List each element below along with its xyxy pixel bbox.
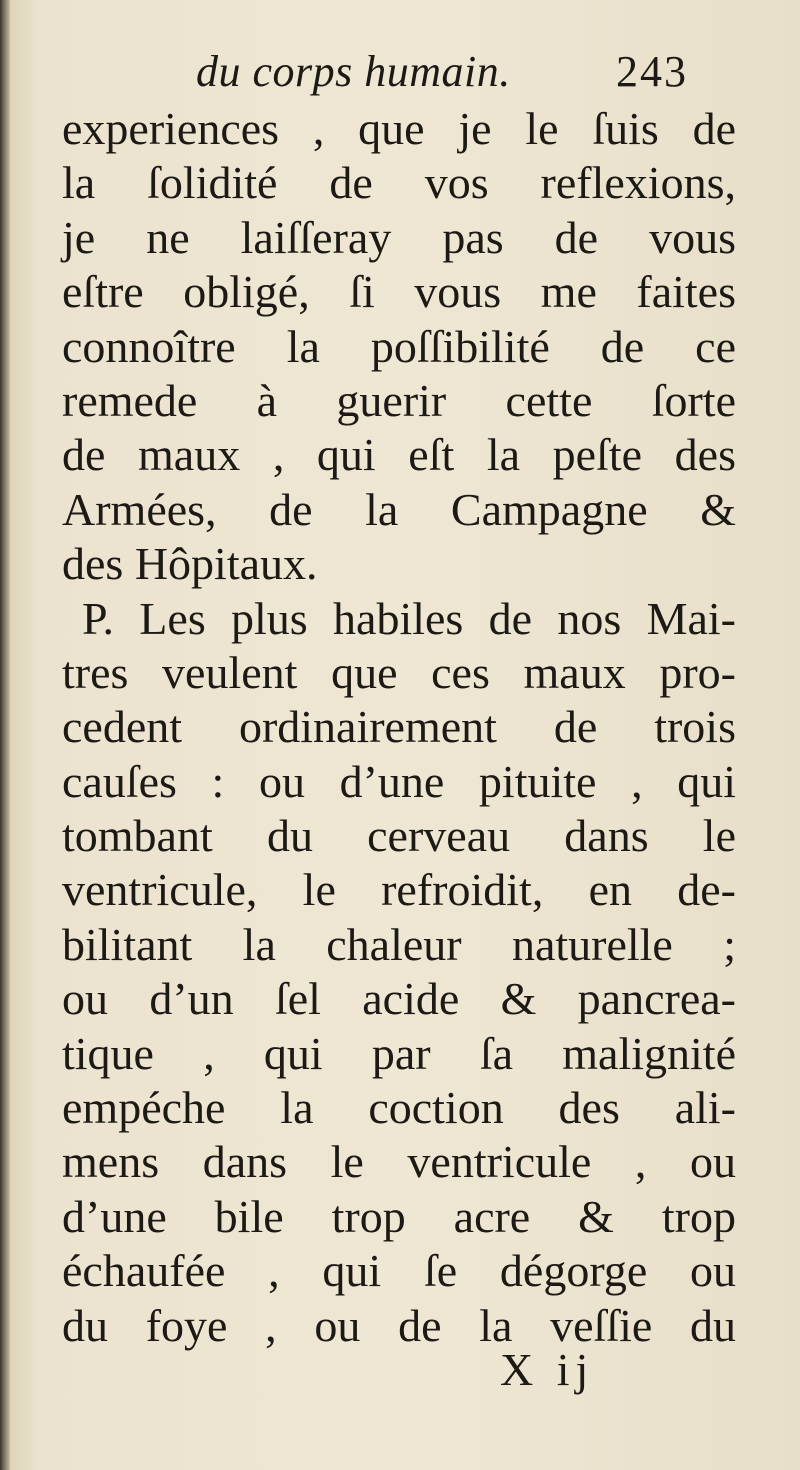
running-title: du corps humain.: [196, 47, 511, 96]
body-text: [62, 102, 736, 1353]
text-line: d’une bile trop acre & trop: [62, 1190, 736, 1242]
text-line: connoître la poſſibilité de ce: [62, 320, 736, 372]
text-line: de maux , qui eſt la peſte des: [62, 429, 736, 481]
text-line: Armées, de la Campagne &: [62, 483, 736, 535]
text-line: cedent ordinairement de trois: [62, 701, 736, 753]
text-line: ou d’un ſel acide & pancrea-: [62, 973, 736, 1025]
text-line: ventricule, le refroidit, en de-: [62, 864, 736, 916]
text-line: bilitant la chaleur naturelle ;: [62, 918, 736, 970]
text-line: je ne laiſſeray pas de vous: [62, 211, 736, 263]
text-line: du foye , ou de la veſſie du: [62, 1299, 736, 1351]
text-line: tombant du cerveau dans le: [62, 810, 736, 862]
binding-edge: [0, 0, 10, 1470]
text-line: la ſolidité de vos reflexions,: [62, 157, 736, 209]
text-line: tique , qui par ſa malignité: [62, 1027, 736, 1079]
text-line: experiences , que je le ſuis de: [62, 103, 736, 154]
text-line: tres veulent que ces maux pro-: [62, 646, 736, 698]
text-line: eſtre obligé, ſi vous me faites: [62, 266, 736, 318]
text-line: empéche la coction des ali-: [62, 1082, 736, 1134]
text-line: des Hôpitaux.: [62, 538, 318, 590]
signature-mark: X ij: [500, 1344, 595, 1395]
text-line: cauſes : ou d’une pituite , qui: [62, 755, 736, 807]
text-line: échaufée , qui ſe dégorge ou: [62, 1245, 736, 1297]
running-head: [0, 42, 800, 102]
text-line: remede à guerir cette ſorte: [62, 374, 736, 426]
text-line: P. Les plus habiles de nos Mai-: [82, 592, 736, 644]
page-number: 243: [616, 47, 688, 96]
text-line: mens dans le ventricule , ou: [62, 1136, 736, 1188]
